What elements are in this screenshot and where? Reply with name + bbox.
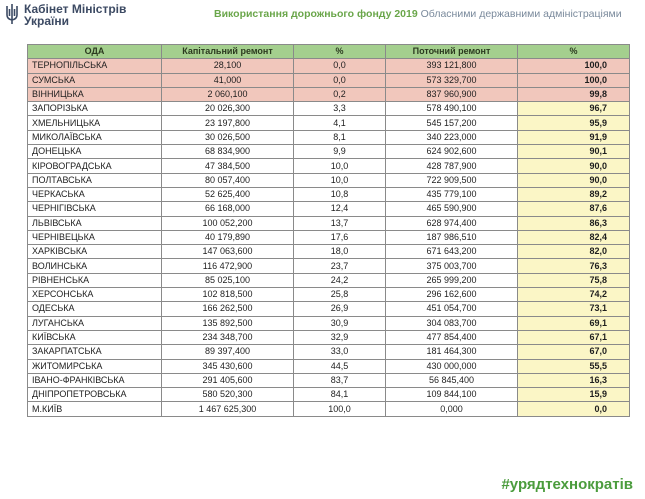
cell-capital: 41,000 [162, 73, 294, 87]
cell-current: 430 000,000 [386, 359, 518, 373]
title-highlight: Використання дорожнього фонду 2019 [214, 8, 418, 20]
cell-capital: 2 060,100 [162, 87, 294, 101]
table-row [28, 145, 630, 159]
table-row [28, 273, 630, 287]
cell-capital: 166 262,500 [162, 302, 294, 316]
cell-region: ІВАНО-ФРАНКІВСЬКА [28, 373, 162, 387]
cell-region: ЛУГАНСЬКА [28, 316, 162, 330]
cell-capital-pct: 26,9 [294, 302, 386, 316]
cell-current: 109 844,100 [386, 388, 518, 402]
table-row [28, 187, 630, 201]
cell-region: КИЇВСЬКА [28, 330, 162, 344]
cell-capital: 66 168,000 [162, 202, 294, 216]
cell-region: МИКОЛАЇВСЬКА [28, 130, 162, 144]
cell-current-pct: 0,0 [518, 402, 630, 416]
cell-current-pct: 90,0 [518, 173, 630, 187]
cell-capital: 147 063,600 [162, 245, 294, 259]
cell-current: 624 902,600 [386, 145, 518, 159]
cell-region: ДОНЕЦЬКА [28, 145, 162, 159]
table-row [28, 116, 630, 130]
cell-capital-pct: 10,8 [294, 187, 386, 201]
cell-region: СУМСЬКА [28, 73, 162, 87]
cell-current-pct: 55,5 [518, 359, 630, 373]
cell-region: ЗАКАРПАТСЬКА [28, 345, 162, 359]
cell-capital-pct: 10,0 [294, 173, 386, 187]
table-row [28, 159, 630, 173]
cell-capital: 47 384,500 [162, 159, 294, 173]
col-header-capital: Капітальний ремонт [162, 45, 294, 59]
cell-capital-pct: 32,9 [294, 330, 386, 344]
cell-capital: 291 405,600 [162, 373, 294, 387]
cell-region: ВІННИЦЬКА [28, 87, 162, 101]
cell-current: 578 490,100 [386, 102, 518, 116]
table-row [28, 316, 630, 330]
table-row [28, 330, 630, 344]
cell-current: 304 083,700 [386, 316, 518, 330]
cell-current: 265 999,200 [386, 273, 518, 287]
cell-capital: 580 520,300 [162, 388, 294, 402]
cell-capital: 116 472,900 [162, 259, 294, 273]
cell-capital-pct: 24,2 [294, 273, 386, 287]
cell-region: ЧЕРНІВЕЦЬКА [28, 230, 162, 244]
cell-region: ЧЕРКАСЬКА [28, 187, 162, 201]
cell-current: 451 054,700 [386, 302, 518, 316]
cell-current: 393 121,800 [386, 59, 518, 73]
cell-region: ХЕРСОНСЬКА [28, 288, 162, 302]
cell-current-pct: 69,1 [518, 316, 630, 330]
cell-current: 181 464,300 [386, 345, 518, 359]
table-row [28, 245, 630, 259]
table-row [28, 59, 630, 73]
cell-current-pct: 89,2 [518, 187, 630, 201]
cell-capital-pct: 13,7 [294, 216, 386, 230]
cell-capital-pct: 83,7 [294, 373, 386, 387]
cell-capital-pct: 0,0 [294, 73, 386, 87]
cell-capital: 85 025,100 [162, 273, 294, 287]
cell-current-pct: 15,9 [518, 388, 630, 402]
cell-region: ТЕРНОПІЛЬСЬКА [28, 59, 162, 73]
cell-current: 0,000 [386, 402, 518, 416]
cell-current-pct: 90,1 [518, 145, 630, 159]
cell-capital: 102 818,500 [162, 288, 294, 302]
cell-region: ЧЕРНІГІВСЬКА [28, 202, 162, 216]
col-header-capital-pct: % [294, 45, 386, 59]
cell-current: 340 223,000 [386, 130, 518, 144]
cell-current: 545 157,200 [386, 116, 518, 130]
cell-capital: 20 026,300 [162, 102, 294, 116]
cell-current-pct: 100,0 [518, 59, 630, 73]
cell-region: ВОЛИНСЬКА [28, 259, 162, 273]
cell-current: 296 162,600 [386, 288, 518, 302]
hashtag: #урядтехнократів [501, 476, 633, 493]
cell-capital-pct: 0,2 [294, 87, 386, 101]
cell-capital: 100 052,200 [162, 216, 294, 230]
cell-capital: 89 397,400 [162, 345, 294, 359]
table-row [28, 359, 630, 373]
cell-current: 573 329,700 [386, 73, 518, 87]
cell-capital: 30 026,500 [162, 130, 294, 144]
table-row [28, 230, 630, 244]
table-row [28, 345, 630, 359]
cell-current: 187 986,510 [386, 230, 518, 244]
cell-region: ЖИТОМИРСЬКА [28, 359, 162, 373]
cell-current-pct: 95,9 [518, 116, 630, 130]
trident-emblem-icon [4, 3, 20, 25]
table-row [28, 402, 630, 416]
organization-name [24, 3, 126, 27]
cell-current: 56 845,400 [386, 373, 518, 387]
cell-capital: 23 197,800 [162, 116, 294, 130]
cell-capital: 345 430,600 [162, 359, 294, 373]
page-header [0, 0, 645, 38]
cell-current-pct: 91,9 [518, 130, 630, 144]
table-row [28, 302, 630, 316]
cell-capital-pct: 17,6 [294, 230, 386, 244]
cell-capital: 1 467 625,300 [162, 402, 294, 416]
cell-current-pct: 73,1 [518, 302, 630, 316]
cell-current: 722 909,500 [386, 173, 518, 187]
cell-capital-pct: 25,8 [294, 288, 386, 302]
cell-region: ДНІПРОПЕТРОВСЬКА [28, 388, 162, 402]
cell-capital-pct: 33,0 [294, 345, 386, 359]
table-row [28, 388, 630, 402]
cell-capital-pct: 0,0 [294, 59, 386, 73]
cell-capital: 28,100 [162, 59, 294, 73]
cell-current-pct: 99,8 [518, 87, 630, 101]
cell-capital-pct: 12,4 [294, 202, 386, 216]
cell-region: ХМЕЛЬНИЦЬКА [28, 116, 162, 130]
cell-current: 671 643,200 [386, 245, 518, 259]
cell-capital-pct: 4,1 [294, 116, 386, 130]
table-row [28, 216, 630, 230]
cell-capital-pct: 3,3 [294, 102, 386, 116]
cell-capital: 68 834,900 [162, 145, 294, 159]
table-row [28, 373, 630, 387]
cell-region: М.КИЇВ [28, 402, 162, 416]
col-header-current: Поточний ремонт [386, 45, 518, 59]
cell-capital-pct: 23,7 [294, 259, 386, 273]
cell-current-pct: 75,8 [518, 273, 630, 287]
cell-capital: 135 892,500 [162, 316, 294, 330]
cell-capital-pct: 30,9 [294, 316, 386, 330]
cell-capital-pct: 44,5 [294, 359, 386, 373]
table-row [28, 102, 630, 116]
table-row [28, 202, 630, 216]
table-row [28, 130, 630, 144]
table-header-row [28, 45, 630, 59]
cell-region: КІРОВОГРАДСЬКА [28, 159, 162, 173]
cell-current: 628 974,400 [386, 216, 518, 230]
org-line-1: Кабінет Міністрів [24, 2, 127, 16]
road-fund-table [27, 44, 630, 417]
cell-current-pct: 16,3 [518, 373, 630, 387]
cell-region: ЛЬВІВСЬКА [28, 216, 162, 230]
cell-current-pct: 74,2 [518, 288, 630, 302]
cell-region: ПОЛТАВСЬКА [28, 173, 162, 187]
cell-region: ОДЕСЬКА [28, 302, 162, 316]
cell-current: 435 779,100 [386, 187, 518, 201]
cell-current: 837 960,900 [386, 87, 518, 101]
cell-current-pct: 67,0 [518, 345, 630, 359]
table-row [28, 73, 630, 87]
title-rest: Обласними державними адміністраціями [417, 8, 622, 20]
cell-capital-pct: 100,0 [294, 402, 386, 416]
cell-capital-pct: 9,9 [294, 145, 386, 159]
cell-current-pct: 96,7 [518, 102, 630, 116]
cell-capital: 40 179,890 [162, 230, 294, 244]
page-title [214, 8, 622, 20]
table-row [28, 259, 630, 273]
cell-current-pct: 87,6 [518, 202, 630, 216]
cell-capital-pct: 18,0 [294, 245, 386, 259]
org-line-2: України [24, 14, 70, 28]
table-row [28, 173, 630, 187]
cell-current: 465 590,900 [386, 202, 518, 216]
cell-current-pct: 86,3 [518, 216, 630, 230]
cell-current: 428 787,900 [386, 159, 518, 173]
cell-region: РІВНЕНСЬКА [28, 273, 162, 287]
cell-region: ЗАПОРІЗЬКА [28, 102, 162, 116]
cell-current-pct: 82,0 [518, 245, 630, 259]
cell-capital: 234 348,700 [162, 330, 294, 344]
cell-capital: 52 625,400 [162, 187, 294, 201]
cell-current: 477 854,400 [386, 330, 518, 344]
cell-region: ХАРКІВСЬКА [28, 245, 162, 259]
cell-current-pct: 82,4 [518, 230, 630, 244]
cell-current-pct: 100,0 [518, 73, 630, 87]
table-body [28, 59, 630, 416]
cell-current-pct: 67,1 [518, 330, 630, 344]
cell-current: 375 003,700 [386, 259, 518, 273]
cell-capital-pct: 8,1 [294, 130, 386, 144]
cell-capital: 80 057,400 [162, 173, 294, 187]
cell-current-pct: 90,0 [518, 159, 630, 173]
table-row [28, 288, 630, 302]
col-header-region: ОДА [28, 45, 162, 59]
col-header-current-pct: % [518, 45, 630, 59]
cell-capital-pct: 84,1 [294, 388, 386, 402]
table-row [28, 87, 630, 101]
cell-current-pct: 76,3 [518, 259, 630, 273]
cell-capital-pct: 10,0 [294, 159, 386, 173]
